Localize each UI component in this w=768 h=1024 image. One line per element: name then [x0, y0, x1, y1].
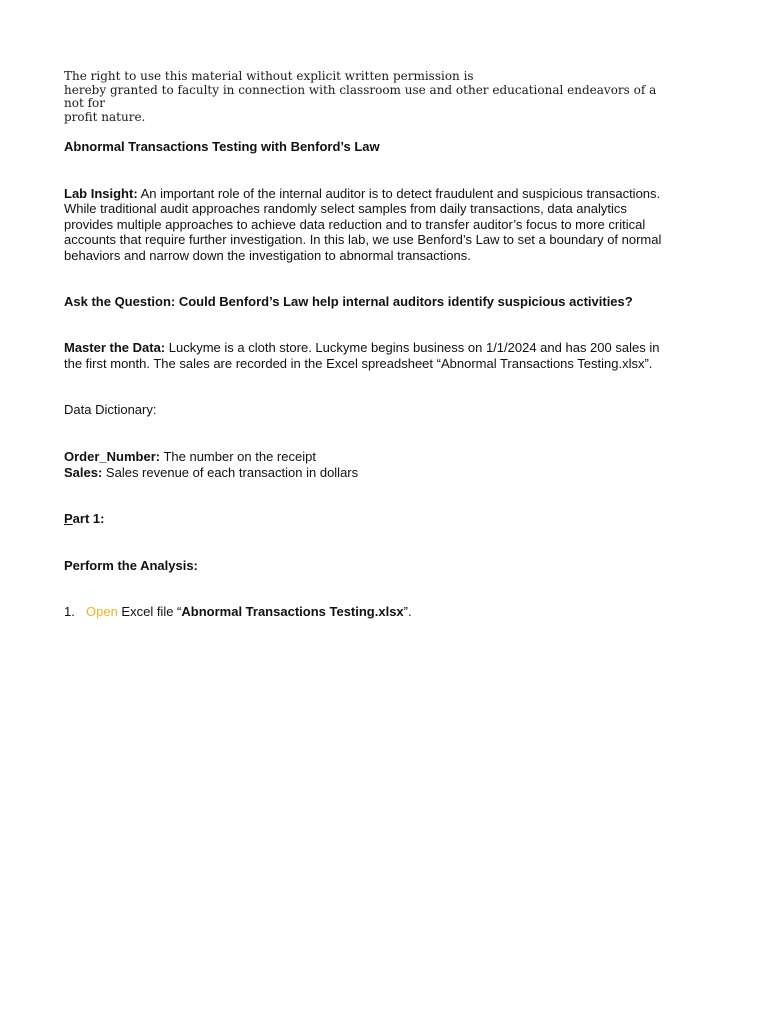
notice-line-1: The right to use this material without explicit written permission is: [64, 69, 474, 83]
field-name: Sales:: [64, 464, 103, 480]
ask-the-question: Ask the Question: Could Benford’s Law help internal auditors identify suspicious activities?: [64, 293, 633, 309]
notice-line-3: profit nature.: [64, 109, 146, 124]
excel-filename: Abnormal Transactions Testing.xlsx: [181, 604, 404, 620]
field-order-number: [64, 449, 316, 464]
action-open: Open: [86, 604, 118, 620]
field-sales: [64, 465, 358, 480]
step-1: [64, 604, 664, 620]
master-data-paragraph: [64, 340, 664, 371]
perform-analysis-heading: Perform the Analysis:: [64, 557, 198, 573]
field-name: Order_Number:: [64, 448, 161, 464]
master-data-text: Luckyme is a cloth store. Luckyme begins business on 1/1/2024 and has 200 sales in the first month. The sales are recorded in the Excel spreadsheet “Abnormal Transactions Testing.xlsx”.: [64, 340, 660, 371]
step-text-before: Excel file “: [117, 604, 182, 620]
data-dictionary-heading: Data Dictionary:: [64, 402, 157, 418]
master-data-label: Master the Data:: [64, 340, 166, 356]
permission-notice: [64, 70, 664, 124]
step-number: 1.: [64, 604, 75, 620]
lab-insight-text: An important role of the internal auditor is to detect fraudulent and suspicious transactions. While traditional audit approaches randomly select samples from daily transactions, data analytics provides multiple approaches to achieve data reduction and to transfer auditor’s focus to more critical accounts that require further investigation. In this lab, we use Benford’s Law to set a boundary of normal behaviors and narrow down the investigation to abnormal transactions.: [64, 185, 662, 263]
data-dictionary-fields: [64, 449, 664, 480]
field-description: Sales revenue of each transaction in dollars: [102, 464, 359, 480]
step-text-after: ”.: [403, 604, 412, 620]
lab-insight-paragraph: [64, 186, 664, 264]
field-description: The number on the receipt: [160, 448, 316, 464]
notice-line-2: hereby granted to faculty in connection with classroom use and other educational endeavors of a not for: [64, 82, 657, 110]
part-heading: Part 1:: [64, 511, 105, 527]
lab-insight-label: Lab Insight:: [64, 185, 138, 201]
document-title: Abnormal Transactions Testing with Benford’s Law: [64, 139, 380, 154]
document-page: [64, 70, 664, 620]
